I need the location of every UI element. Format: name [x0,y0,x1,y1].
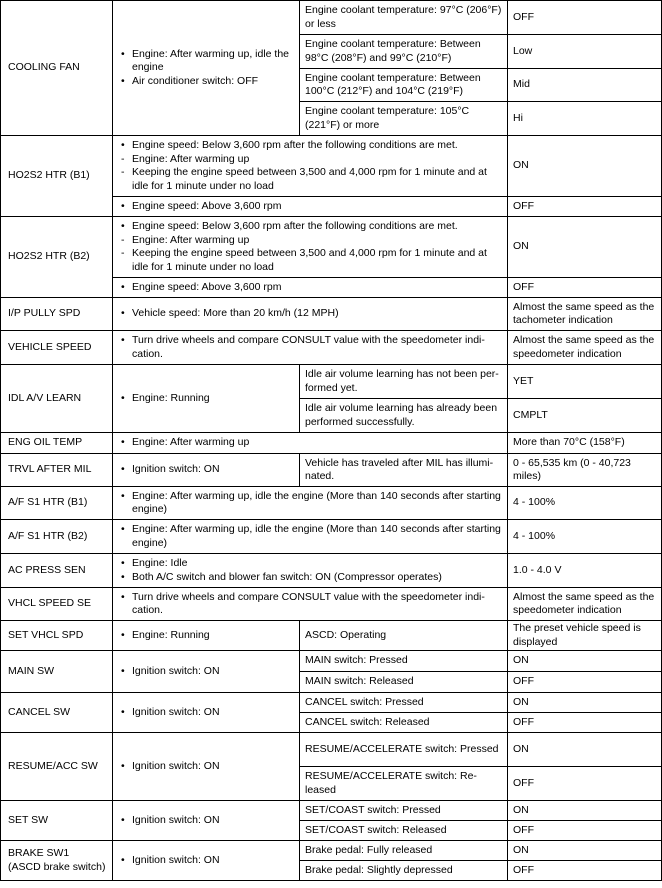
value-cell: OFF [508,821,662,841]
condition-dash: - Engine: After warming up [118,234,502,248]
value-cell: Almost the same speed as the tachometer indication [508,298,662,331]
value-cell: OFF [508,1,662,35]
table-row [1,801,662,821]
value-cell: OFF [508,767,662,801]
condition-bullet: • Ignition switch: ON [118,706,294,720]
condition-cell [113,331,508,365]
condition-dash: - Engine: After warming up [118,153,502,167]
value-cell: ON [508,136,662,197]
sub-condition: Vehicle has traveled after MIL has illumi-nated. [300,454,508,487]
value-cell: 0 - 65,535 km (0 - 40,723 miles) [508,454,662,487]
condition-cell [113,693,300,733]
value-cell: OFF [508,278,662,298]
condition-cell [113,733,300,801]
condition-cell [113,651,300,693]
condition-bullet: • Ignition switch: ON [118,665,294,679]
table-row [1,365,662,399]
monitor-item-line: (ASCD brake switch) [8,860,106,873]
table-row [1,651,662,672]
table-row [1,554,662,588]
monitor-item: ENG OIL TEMP [1,433,113,454]
value-cell: CMPLT [508,399,662,433]
sub-condition: RESUME/ACCELERATE switch: Re-leased [300,767,508,801]
condition-cell [113,520,508,554]
condition-bullet: • Vehicle speed: More than 20 km/h (12 MPH) [118,307,502,321]
monitor-item: CANCEL SW [1,693,113,733]
sub-condition: SET/COAST switch: Released [300,821,508,841]
monitor-item: VEHICLE SPEED [1,331,113,365]
monitor-item-line: BRAKE SW1 [8,847,70,859]
condition-bullet: • Ignition switch: ON [118,814,294,828]
table-row [1,841,662,861]
monitor-item: VHCL SPEED SE [1,588,113,621]
sub-condition: MAIN switch: Released [300,672,508,693]
condition-cell [113,217,508,278]
table-row [1,136,662,197]
monitor-item: AC PRESS SEN [1,554,113,588]
sub-condition: Brake pedal: Fully released [300,841,508,861]
value-cell: ON [508,693,662,713]
condition-bullet: • Ignition switch: ON [118,760,294,774]
table-row [1,433,662,454]
monitor-item: RESUME/ACC SW [1,733,113,801]
sub-condition: CANCEL switch: Released [300,713,508,733]
monitor-item: SET SW [1,801,113,841]
sub-condition: ASCD: Operating [300,621,508,651]
sub-condition: CANCEL switch: Pressed [300,693,508,713]
sub-condition: Brake pedal: Slightly depressed [300,861,508,881]
condition-bullet: • Engine: After warming up, idle the engine (More than 140 seconds after starting engine) [118,523,502,550]
value-cell: ON [508,733,662,767]
condition-bullet: • Engine speed: Below 3,600 rpm after the following conditions are met. [118,139,502,153]
condition-cell [113,433,508,454]
table-row [1,1,662,35]
monitor-item: HO2S2 HTR (B1) [1,136,113,217]
value-cell: 1.0 - 4.0 V [508,554,662,588]
table-row [1,298,662,331]
sub-condition: RESUME/ACCELERATE switch: Pressed [300,733,508,767]
condition-bullet: • Engine: Idle [118,557,502,571]
table-row [1,520,662,554]
table-row [1,733,662,767]
condition-bullet: • Engine: Running [118,392,294,406]
value-cell: Almost the same speed as the speedometer indication [508,331,662,365]
condition-cell [113,588,508,621]
condition-bullet: • Ignition switch: ON [118,854,294,868]
condition-cell [113,841,300,881]
condition-cell [113,298,508,331]
monitor-item: HO2S2 HTR (B2) [1,217,113,298]
condition-cell [113,1,300,136]
value-cell: 4 - 100% [508,520,662,554]
table-row [1,217,662,278]
value-cell: OFF [508,197,662,217]
condition-bullet: • Engine speed: Above 3,600 rpm [118,200,502,214]
table-row [1,588,662,621]
value-cell: Almost the same speed as the speedometer indication [508,588,662,621]
condition-dash: - Keeping the engine speed between 3,500 and 4,000 rpm for 1 minute and at idle for 1 minute under no load [118,166,502,193]
condition-cell [113,554,508,588]
sub-condition: Idle air volume learning has already been performed successfully. [300,399,508,433]
value-cell: Low [508,35,662,69]
value-cell: YET [508,365,662,399]
condition-bullet: • Air conditioner switch: OFF [118,75,294,89]
sub-condition: MAIN switch: Pressed [300,651,508,672]
value-cell: Hi [508,102,662,136]
condition-cell [113,278,508,298]
condition-bullet: • Engine speed: Below 3,600 rpm after the following conditions are met. [118,220,502,234]
value-cell: 4 - 100% [508,487,662,520]
condition-bullet: • Ignition switch: ON [118,463,294,477]
sub-condition: Idle air volume learning has not been per-formed yet. [300,365,508,399]
condition-bullet: • Engine: After warming up, idle the engine [118,48,294,75]
condition-bullet: • Engine speed: Above 3,600 rpm [118,281,502,295]
monitor-item: A/F S1 HTR (B1) [1,487,113,520]
condition-bullet: • Both A/C switch and blower fan switch: ON (Compressor operates) [118,571,502,585]
sub-condition: Engine coolant temperature: 105°C (221°F) or more [300,102,508,136]
value-cell: Mid [508,69,662,102]
condition-bullet: • Engine: After warming up [118,436,502,450]
condition-cell [113,365,300,433]
condition-dash: - Keeping the engine speed between 3,500 and 4,000 rpm for 1 minute and at idle for 1 minute under no load [118,247,502,274]
table-row [1,331,662,365]
condition-cell [113,197,508,217]
table-row [1,454,662,487]
condition-bullet: • Engine: Running [118,629,294,643]
table-row [1,621,662,651]
condition-bullet: • Engine: After warming up, idle the engine (More than 140 seconds after starting engine) [118,490,502,517]
monitor-item: I/P PULLY SPD [1,298,113,331]
condition-cell [113,454,300,487]
sub-condition: Engine coolant temperature: Between 98°C (208°F) and 99°C (210°F) [300,35,508,69]
condition-cell [113,487,508,520]
monitor-item: TRVL AFTER MIL [1,454,113,487]
table-row [1,487,662,520]
condition-cell [113,801,300,841]
monitor-item: A/F S1 HTR (B2) [1,520,113,554]
monitor-item: SET VHCL SPD [1,621,113,651]
condition-bullet: • Turn drive wheels and compare CONSULT value with the speedometer indi-cation. [118,334,502,361]
value-cell: ON [508,801,662,821]
monitor-item [1,841,113,881]
value-cell: More than 70°C (158°F) [508,433,662,454]
condition-cell [113,136,508,197]
monitor-item: COOLING FAN [1,1,113,136]
value-cell: OFF [508,672,662,693]
value-cell: ON [508,651,662,672]
table-row [1,693,662,713]
monitor-item: MAIN SW [1,651,113,693]
value-cell: OFF [508,713,662,733]
value-cell: OFF [508,861,662,881]
condition-bullet: • Turn drive wheels and compare CONSULT value with the speedometer indi-cation. [118,591,502,618]
sub-condition: Engine coolant temperature: 97°C (206°F) or less [300,1,508,35]
value-cell: ON [508,217,662,278]
sub-condition: Engine coolant temperature: Between 100°C (212°F) and 104°C (219°F) [300,69,508,102]
value-cell: The preset vehicle speed is displayed [508,621,662,651]
sub-condition: SET/COAST switch: Pressed [300,801,508,821]
condition-cell [113,621,300,651]
value-cell: ON [508,841,662,861]
monitor-item: IDL A/V LEARN [1,365,113,433]
